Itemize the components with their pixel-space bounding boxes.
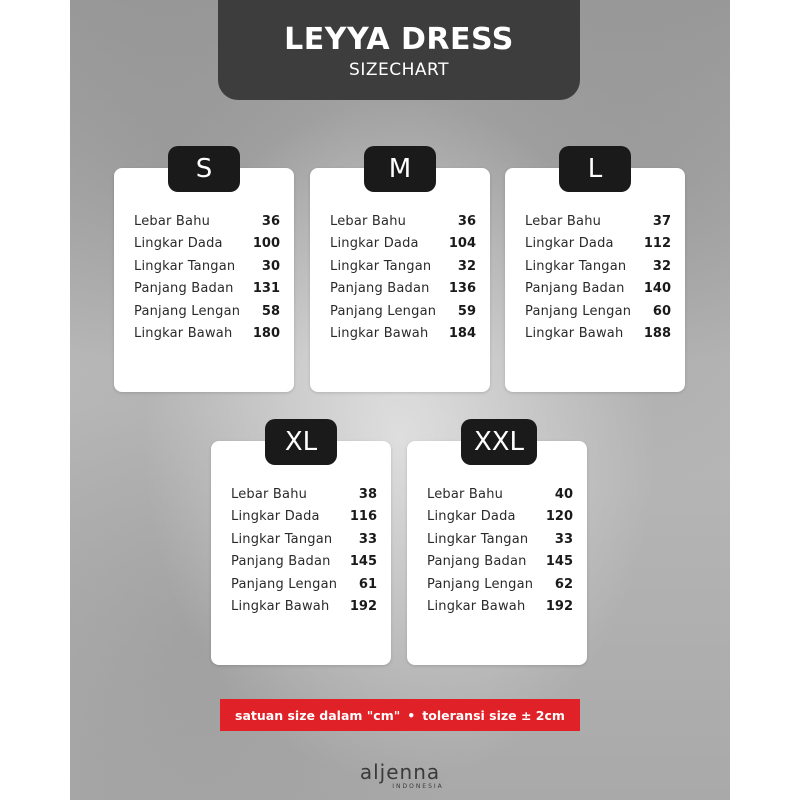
measurement-row xyxy=(330,236,476,258)
measurement-row xyxy=(427,554,573,576)
measurement-row xyxy=(330,214,476,236)
measurement-label: Lebar Bahu xyxy=(525,214,602,229)
measurement-row xyxy=(134,214,280,236)
size-card-xxl xyxy=(407,441,587,665)
measurement-value: 104 xyxy=(448,236,476,252)
measurement-label: Lingkar Bawah xyxy=(231,598,330,614)
measurement-label: Panjang Lengan xyxy=(330,303,437,319)
measurement-label: Lingkar Bawah xyxy=(525,325,624,341)
measurement-value: 37 xyxy=(652,214,671,229)
measurement-list xyxy=(330,214,476,348)
measurement-row xyxy=(231,509,377,531)
measurement-value: 33 xyxy=(358,531,377,547)
measurement-value: 58 xyxy=(261,303,280,319)
measurement-row xyxy=(231,487,377,509)
measurement-value: 120 xyxy=(545,509,573,525)
measurement-list xyxy=(134,214,280,348)
measurement-label: Panjang Badan xyxy=(231,554,331,570)
measurement-row xyxy=(427,599,573,621)
measurement-value: 32 xyxy=(652,258,671,274)
size-card-m xyxy=(310,168,490,392)
measurement-row xyxy=(134,236,280,258)
measurement-value: 112 xyxy=(643,236,671,252)
measurement-row xyxy=(525,214,671,236)
measurement-label: Lingkar Dada xyxy=(427,509,516,525)
measurement-value: 32 xyxy=(457,258,476,274)
measurement-row xyxy=(330,326,476,348)
note-separator: • xyxy=(407,707,416,723)
size-card-s xyxy=(114,168,294,392)
unit-note: satuan size dalam "cm" xyxy=(235,707,401,723)
measurement-row xyxy=(427,577,573,599)
measurement-label: Panjang Lengan xyxy=(134,303,241,319)
measurement-row xyxy=(134,281,280,303)
measurement-row xyxy=(427,509,573,531)
measurement-value: 192 xyxy=(349,598,377,614)
measurement-label: Lingkar Bawah xyxy=(427,598,526,614)
measurement-value: 145 xyxy=(349,554,377,570)
measurement-label: Lebar Bahu xyxy=(134,214,211,229)
measurement-label: Lingkar Tangan xyxy=(330,258,432,274)
page-subtitle: SIZECHART xyxy=(349,60,449,80)
measurement-value: 140 xyxy=(643,281,671,297)
measurement-row xyxy=(134,304,280,326)
measurement-label: Lingkar Tangan xyxy=(525,258,627,274)
measurement-label: Lingkar Dada xyxy=(231,509,320,525)
measurement-label: Panjang Badan xyxy=(134,281,234,297)
measurement-label: Panjang Lengan xyxy=(231,576,338,592)
measurement-label: Panjang Lengan xyxy=(525,303,632,319)
measurement-value: 61 xyxy=(358,576,377,592)
measurement-row xyxy=(525,259,671,281)
measurement-row xyxy=(231,554,377,576)
size-badge-s: S xyxy=(168,146,240,192)
measurement-list xyxy=(525,214,671,348)
measurement-value: 131 xyxy=(252,281,280,297)
measurement-value: 145 xyxy=(545,554,573,570)
measurement-row xyxy=(427,487,573,509)
measurement-label: Panjang Badan xyxy=(427,554,527,570)
unit-note-banner xyxy=(220,699,580,731)
measurement-row xyxy=(427,532,573,554)
measurement-list xyxy=(427,487,573,621)
measurement-label: Lingkar Tangan xyxy=(134,258,236,274)
measurement-row xyxy=(330,281,476,303)
measurement-label: Panjang Badan xyxy=(525,281,625,297)
measurement-row xyxy=(231,599,377,621)
size-card-l xyxy=(505,168,685,392)
header-banner xyxy=(218,0,580,100)
measurement-label: Lingkar Dada xyxy=(134,236,223,252)
size-badge-xl: XL xyxy=(265,419,337,465)
measurement-label: Lebar Bahu xyxy=(330,214,407,229)
tolerance-note: toleransi size ± 2cm xyxy=(422,707,565,723)
measurement-value: 36 xyxy=(457,214,476,229)
size-badge-m: M xyxy=(364,146,436,192)
measurement-value: 60 xyxy=(652,303,671,319)
measurement-row xyxy=(231,532,377,554)
measurement-row xyxy=(231,577,377,599)
measurement-label: Lingkar Dada xyxy=(525,236,614,252)
measurement-label: Lingkar Bawah xyxy=(330,325,429,341)
measurement-row xyxy=(330,304,476,326)
measurement-value: 62 xyxy=(554,576,573,592)
measurement-value: 40 xyxy=(554,487,573,502)
measurement-row xyxy=(134,259,280,281)
measurement-label: Lebar Bahu xyxy=(427,487,504,502)
measurement-label: Panjang Lengan xyxy=(427,576,534,592)
measurement-value: 180 xyxy=(252,325,280,341)
measurement-label: Lingkar Dada xyxy=(330,236,419,252)
size-badge-l: L xyxy=(559,146,631,192)
measurement-label: Lingkar Tangan xyxy=(231,531,333,547)
measurement-value: 59 xyxy=(457,303,476,319)
measurement-row xyxy=(525,236,671,258)
measurement-row xyxy=(525,304,671,326)
brand-logo xyxy=(70,762,730,790)
measurement-row xyxy=(525,326,671,348)
measurement-row xyxy=(134,326,280,348)
measurement-label: Lingkar Tangan xyxy=(427,531,529,547)
measurement-row xyxy=(525,281,671,303)
measurement-value: 36 xyxy=(261,214,280,229)
measurement-label: Lingkar Bawah xyxy=(134,325,233,341)
page-title: LEYYA DRESS xyxy=(284,22,514,57)
measurement-list xyxy=(231,487,377,621)
brand-subtitle: INDONESIA xyxy=(392,783,444,790)
measurement-row xyxy=(330,259,476,281)
measurement-value: 33 xyxy=(554,531,573,547)
measurement-label: Panjang Badan xyxy=(330,281,430,297)
measurement-value: 116 xyxy=(349,509,377,525)
sizechart-canvas xyxy=(70,0,730,800)
measurement-label: Lebar Bahu xyxy=(231,487,308,502)
measurement-value: 38 xyxy=(358,487,377,502)
size-badge-xxl: XXL xyxy=(461,419,537,465)
measurement-value: 188 xyxy=(643,325,671,341)
measurement-value: 100 xyxy=(252,236,280,252)
brand-wordmark: aljenna xyxy=(359,760,441,784)
measurement-value: 184 xyxy=(448,325,476,341)
measurement-value: 136 xyxy=(448,281,476,297)
measurement-value: 30 xyxy=(261,258,280,274)
measurement-value: 192 xyxy=(545,598,573,614)
size-card-xl xyxy=(211,441,391,665)
